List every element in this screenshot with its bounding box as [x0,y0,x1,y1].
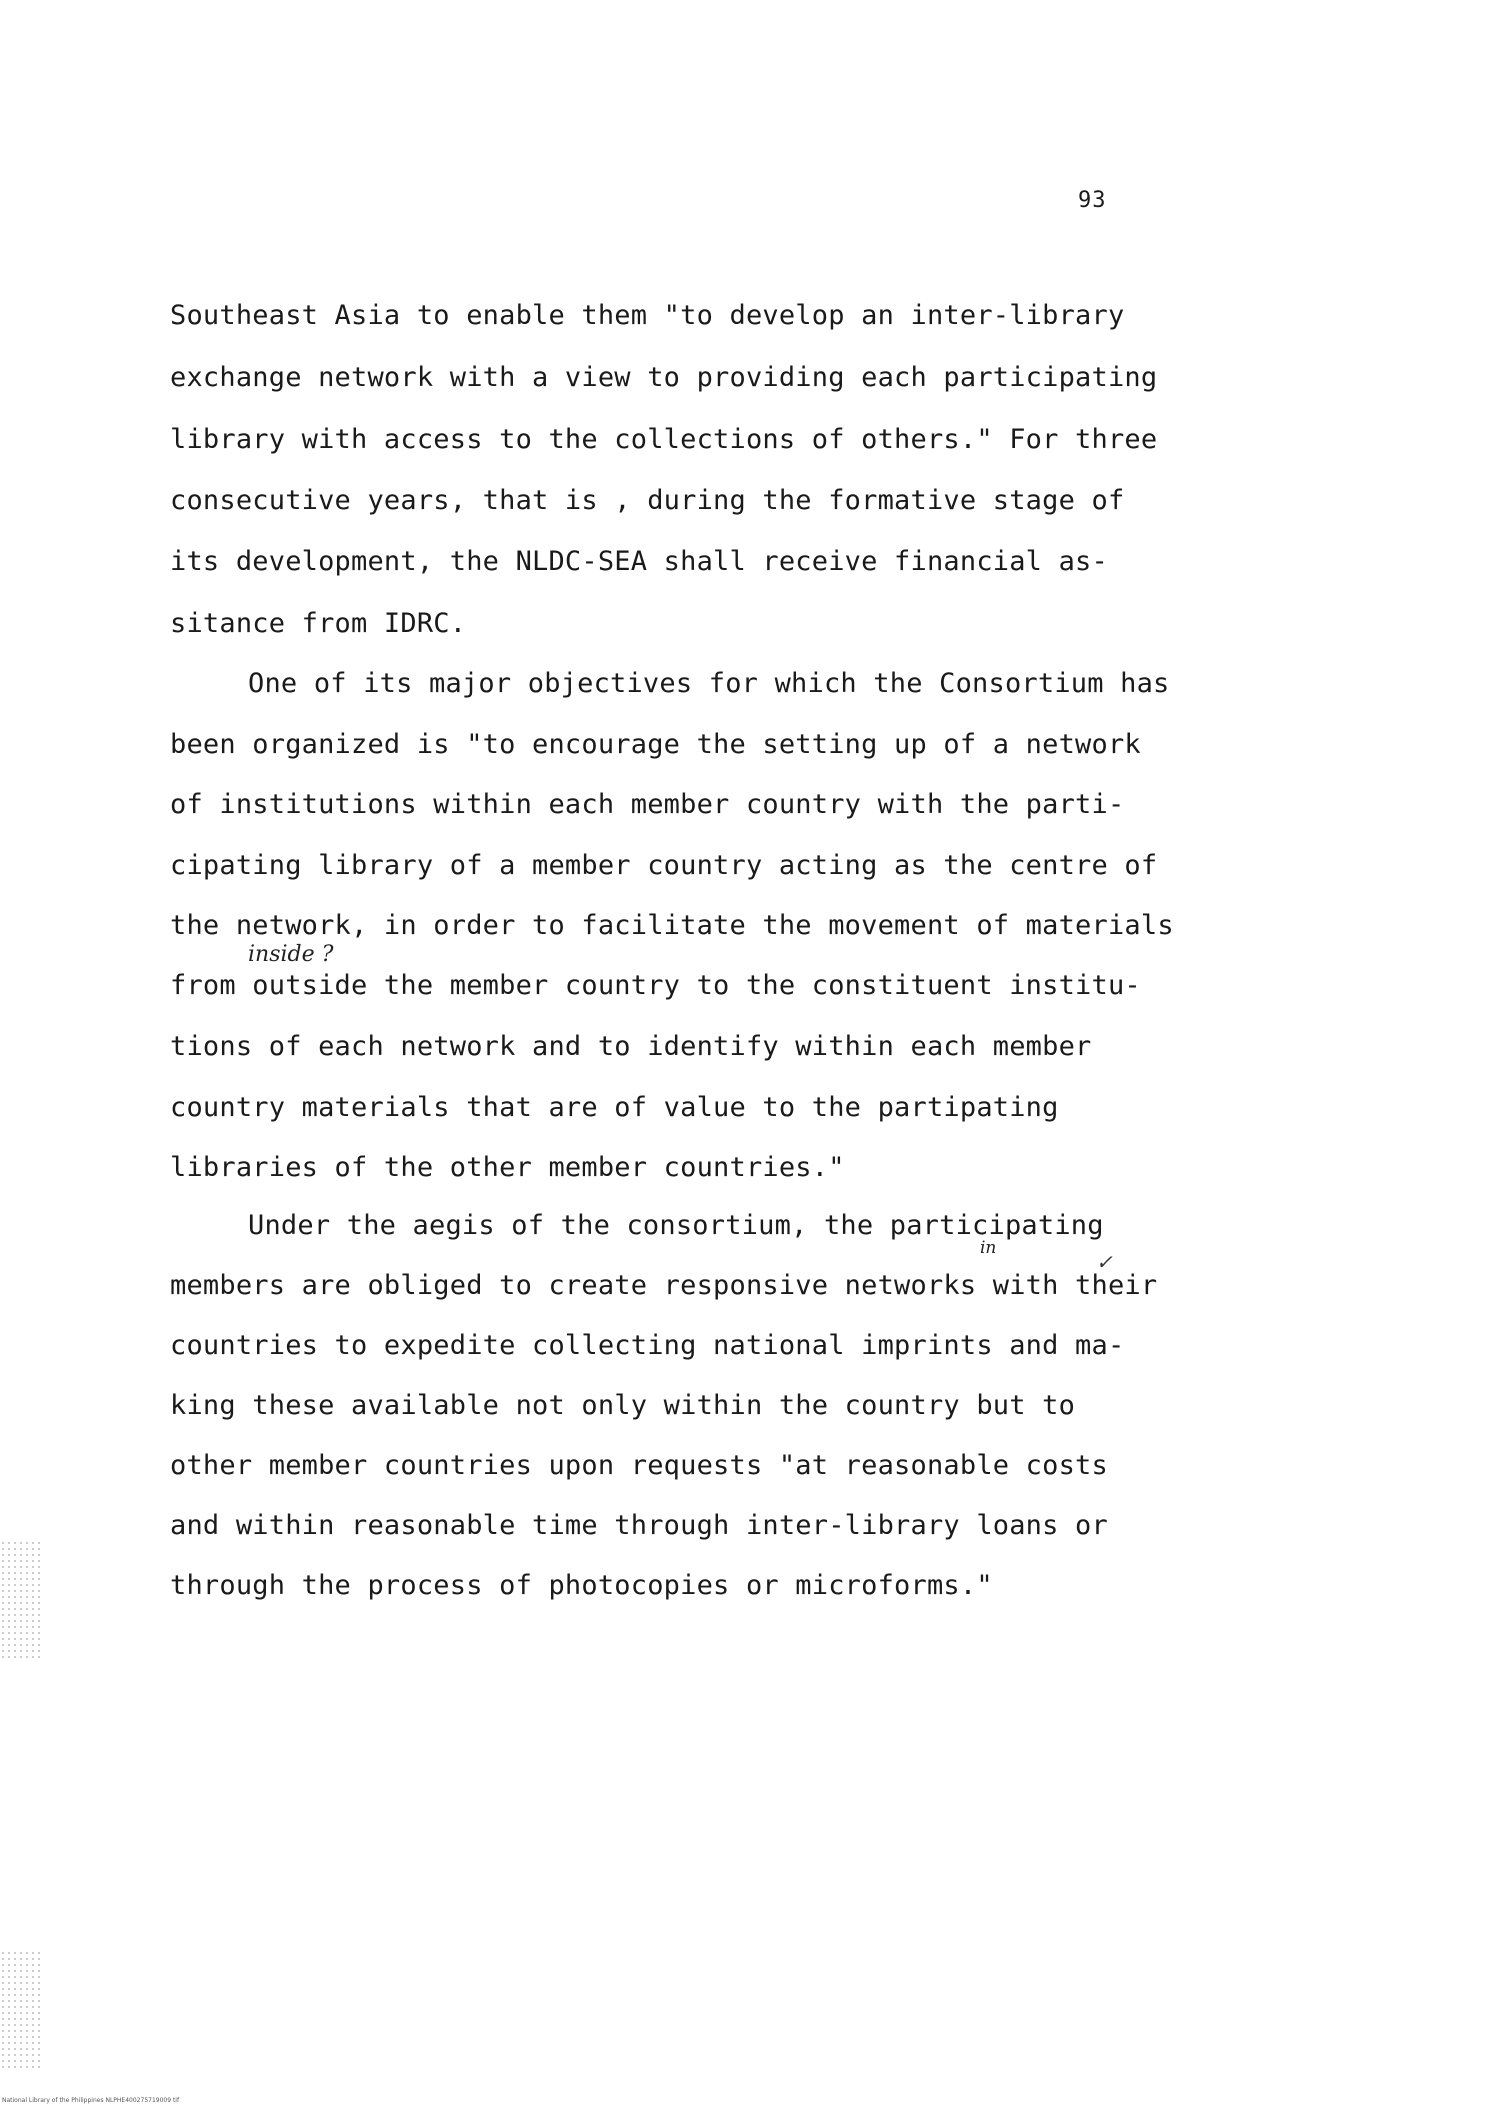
text-line: members are obliged to create responsive networks with their [170,1270,1158,1301]
text-line: king these available not only within the country but to [170,1390,1076,1421]
text-line: from outside the member country to the constituent institu- [170,970,1141,1001]
handwritten-in-note: in [980,1238,997,1258]
text-line: country materials that are of value to the partipating [170,1092,1059,1123]
text-line: through the process of photocopies or microforms." [170,1570,993,1601]
scan-footer: National Library of the Philippines NLPHE400275719009 tif [2,2097,180,2104]
page-number: 93 [1078,188,1107,213]
text-line: libraries of the other member countries." [170,1152,845,1183]
text-line: of institutions within each member country with the parti- [170,789,1125,820]
handwritten-inside-note: inside ? [248,942,334,967]
text-line: cipating library of a member country acting as the centre of [170,850,1158,881]
text-line: and within reasonable time through inter-library loans or [170,1510,1108,1541]
text-line: Under the aegis of the consortium, the participating [248,1210,1104,1241]
text-line: countries to expedite collecting national imprints and ma- [170,1330,1125,1361]
text-line: Southeast Asia to enable them "to develop an inter-library [170,300,1125,331]
text-line: been organized is "to encourage the setting up of a network [170,729,1141,760]
text-line: consecutive years, that is , during the formative stage of [170,485,1125,516]
text-line: its development, the NLDC-SEA shall receive financial as- [170,546,1108,577]
text-line: library with access to the collections of others." For three [170,424,1158,455]
scan-speckle-upper [0,1540,40,1660]
text-line: tions of each network and to identify within each member [170,1031,1092,1062]
text-line: sitance from IDRC. [170,608,467,639]
check-mark-icon: ✓ [1096,1250,1113,1274]
text-line: exchange network with a view to providing each participating [170,362,1158,393]
text-line: the network, in order to facilitate the movement of materials [170,910,1174,941]
text-line: other member countries upon requests "at reasonable costs [170,1450,1108,1481]
scan-speckle-lower [0,1950,40,2070]
text-line: One of its major objectives for which the Consortium has [248,668,1170,699]
